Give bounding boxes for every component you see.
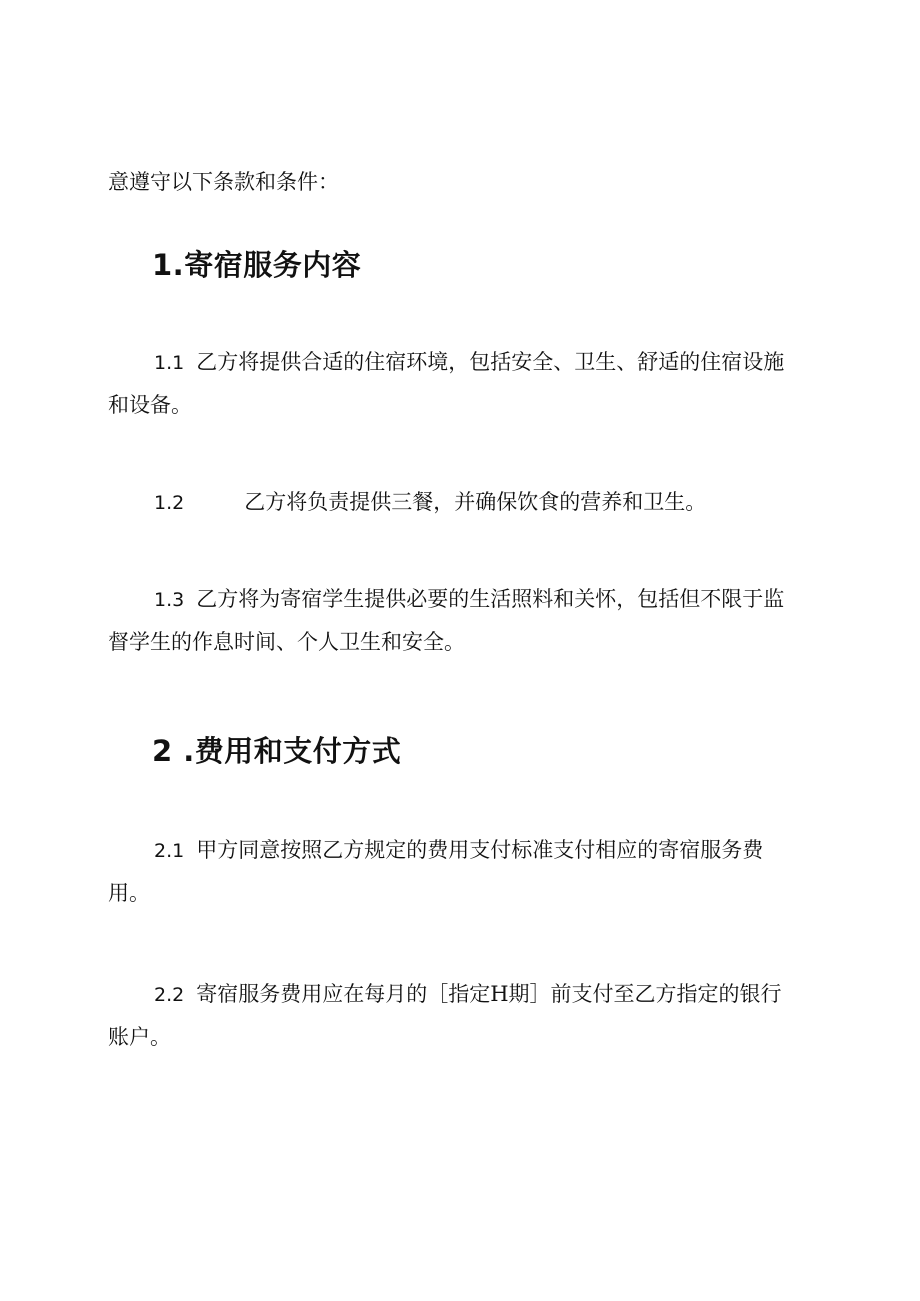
- clause-number: 2.1: [154, 840, 185, 862]
- clause-number: 1.1: [154, 352, 185, 374]
- clause-text: 寄宿服务费用应在每月的［指定H期］前支付至乙方指定的银行: [196, 982, 782, 1006]
- clause-text-continued: 用。: [108, 881, 150, 905]
- clause-1-1: [108, 341, 808, 426]
- clause-1-2: [108, 481, 808, 524]
- clause-2-2: [108, 973, 808, 1058]
- clause-number: 1.3: [154, 589, 185, 611]
- clause-text: 甲方同意按照乙方规定的费用支付标准支付相应的寄宿服务费: [196, 838, 764, 862]
- clause-text-continued: 督学生的作息时间、个人卫生和安全。: [108, 630, 465, 654]
- clause-text-continued: 和设备。: [108, 393, 192, 417]
- clause-text-continued: 账户。: [108, 1025, 171, 1049]
- clause-text: 乙方将负责提供三餐，并确保饮食的营养和卫生。: [244, 490, 707, 514]
- clause-2-1: [108, 829, 808, 914]
- section-heading-2: 2 .费用和支付方式: [152, 734, 402, 768]
- section-heading-1: 1.寄宿服务内容: [152, 248, 362, 282]
- clause-text: 乙方将提供合适的住宿环境，包括安全、卫生、舒适的住宿设施: [196, 350, 785, 374]
- clause-number: 1.2: [154, 492, 185, 514]
- clause-number: 2.2: [154, 984, 185, 1006]
- clause-text: 乙方将为寄宿学生提供必要的生活照料和关怀，包括但不限于监: [196, 587, 785, 611]
- intro-text: 意遵守以下条款和条件：: [108, 170, 339, 194]
- clause-1-3: [108, 578, 808, 663]
